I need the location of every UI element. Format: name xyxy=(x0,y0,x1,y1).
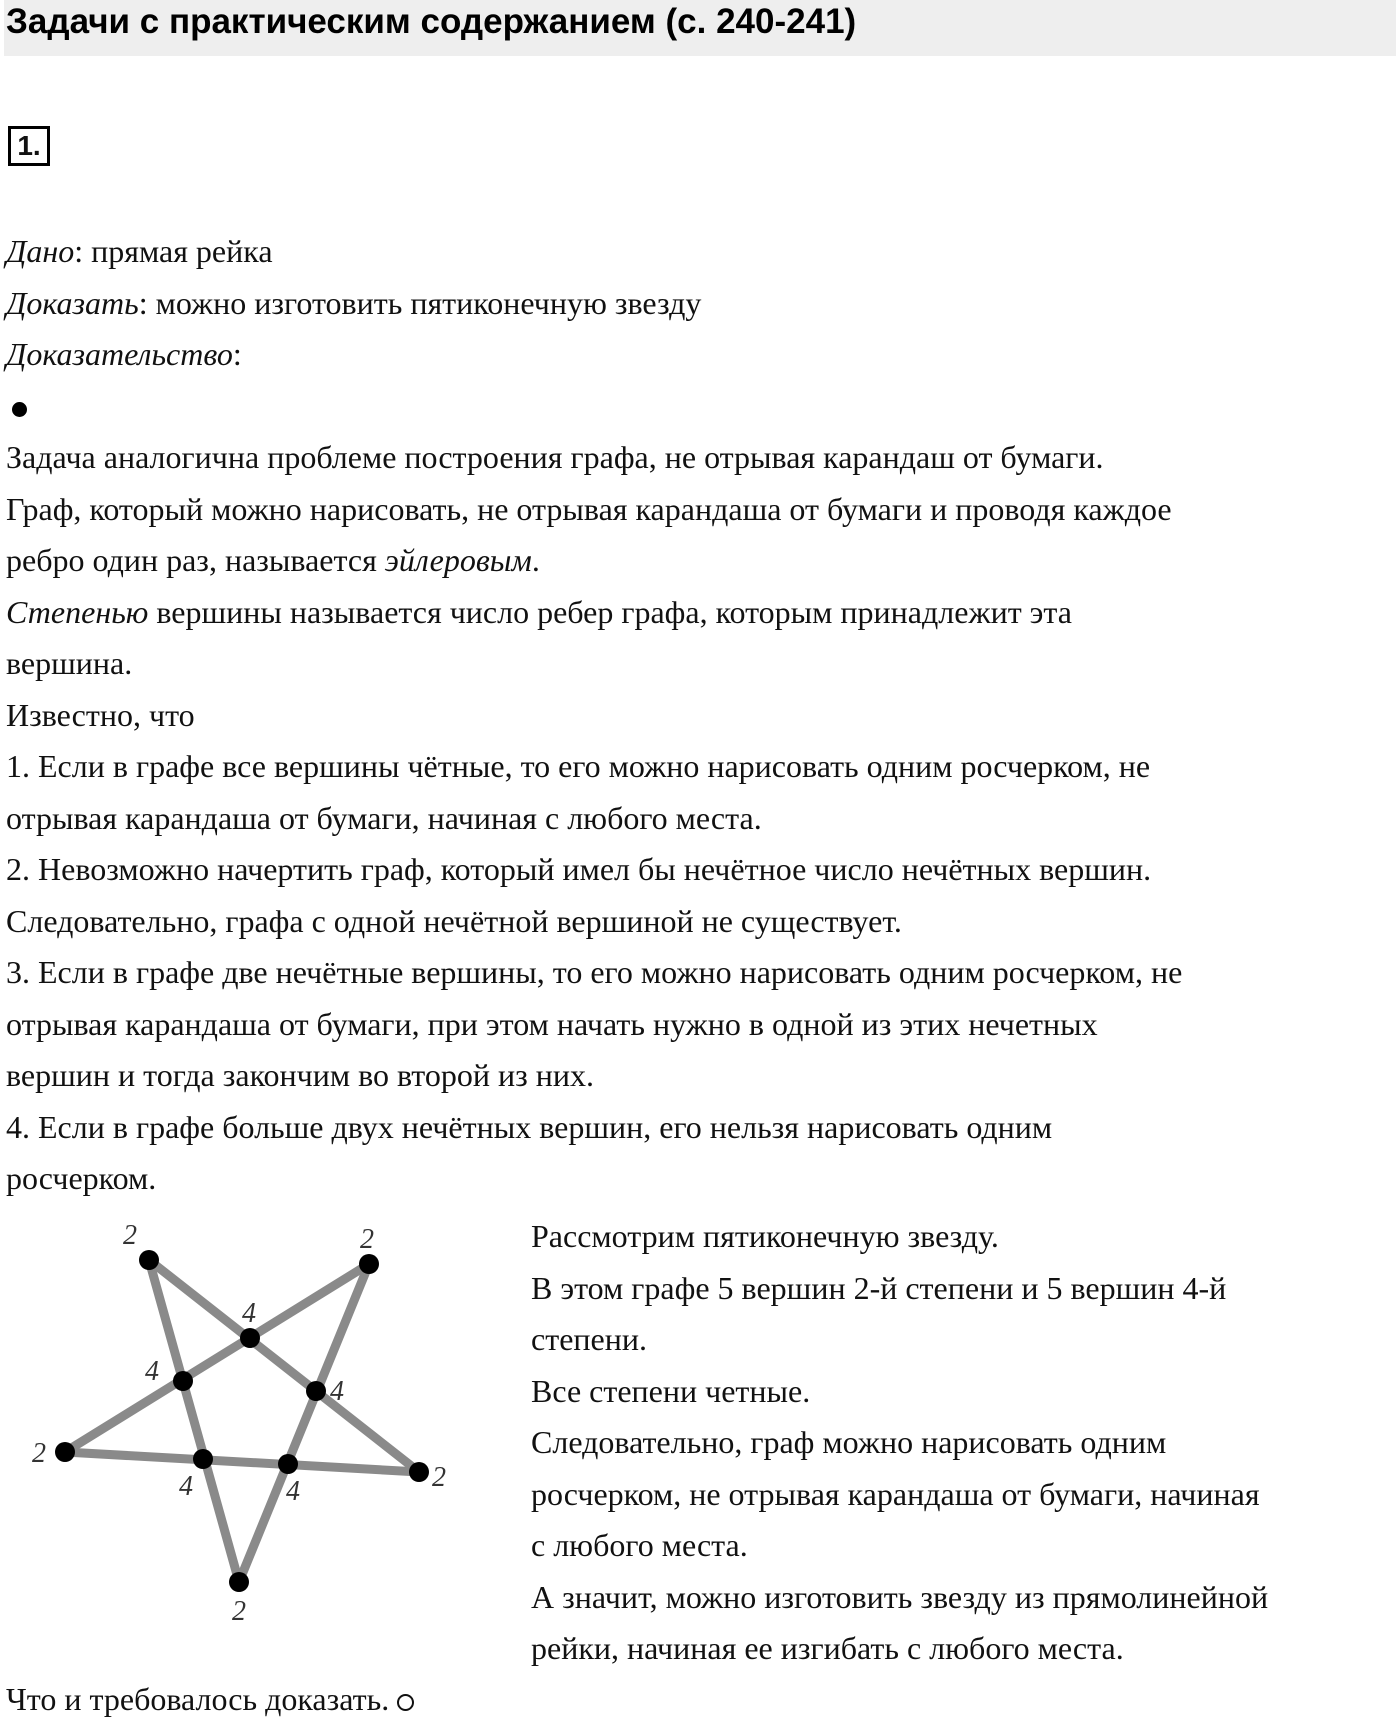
task-statement xyxy=(6,226,1396,432)
paragraph-line xyxy=(6,535,1396,587)
star-edge xyxy=(149,1260,239,1582)
explanation-line: рейки, начиная ее изгибать с любого места. xyxy=(531,1630,1124,1666)
degree-label: 4 xyxy=(145,1356,159,1387)
task-number: 1. xyxy=(8,126,50,166)
term-eulerian: эйлеровым xyxy=(384,542,532,578)
degree-label: 2 xyxy=(360,1224,374,1255)
explanation-line: В этом графе 5 вершин 2-й степени и 5 вершин 4-й xyxy=(531,1269,1227,1306)
outer-vertex xyxy=(409,1462,429,1482)
outer-vertex xyxy=(139,1250,159,1270)
star-graph-figure xyxy=(20,1210,490,1630)
paragraph-text: ребро один раз, называется xyxy=(6,542,385,578)
degree-label: 2 xyxy=(32,1438,46,1469)
outer-vertex xyxy=(229,1572,249,1592)
term-degree: Степенью xyxy=(6,593,149,630)
degree-label: 4 xyxy=(330,1376,344,1407)
rule-line: 3. Если в графе две нечётные вершины, то его можно нарисовать одним росчерком, не xyxy=(6,954,1183,990)
star-explanation xyxy=(531,1211,1268,1675)
inner-vertex xyxy=(240,1328,260,1348)
star-edge xyxy=(65,1264,369,1452)
rule-line: 1. Если в графе все вершины чётные, то его можно нарисовать одним росчерком, не xyxy=(6,748,1151,784)
paragraph-text: . xyxy=(531,542,540,578)
explanation-line: Рассмотрим пятиконечную звезду. xyxy=(531,1218,999,1254)
outer-vertex xyxy=(359,1254,379,1274)
proof-colon: : xyxy=(232,336,242,372)
given-label: Дано xyxy=(6,233,75,269)
outer-vertex xyxy=(55,1442,75,1462)
inner-vertex xyxy=(173,1371,193,1391)
rule-line: отрывая карандаша от бумаги, при этом начать нужно в одной из этих нечетных xyxy=(6,1005,1098,1042)
degree-label: 2 xyxy=(232,1596,246,1627)
rule-line: 2. Невозможно начертить граф, который имел бы нечётное число нечётных вершин. xyxy=(6,851,1152,887)
rule-line: вершин и тогда закончим во второй из них. xyxy=(6,1057,594,1093)
proof-line xyxy=(6,329,1396,381)
paragraph-line: Известно, что xyxy=(6,696,195,733)
degree-label: 4 xyxy=(242,1298,256,1329)
explanation-line: степени. xyxy=(531,1321,647,1357)
inner-vertex xyxy=(306,1381,326,1401)
paragraph-line xyxy=(6,587,1396,639)
proof-body xyxy=(6,432,1396,1205)
prove-label: Доказать xyxy=(6,284,139,321)
degree-label: 2 xyxy=(123,1220,137,1251)
conclusion xyxy=(6,1674,414,1726)
conclusion-text: Что и требовалось доказать. xyxy=(6,1681,390,1717)
inner-vertex xyxy=(278,1454,298,1474)
proof-start-bullet-icon xyxy=(12,402,27,417)
proof-end-circle-icon xyxy=(397,1694,414,1711)
degree-label: 4 xyxy=(286,1476,300,1507)
explanation-line: с любого места. xyxy=(531,1527,748,1563)
explanation-line: Следовательно, граф можно нарисовать одним xyxy=(531,1424,1167,1460)
degree-label: 4 xyxy=(179,1471,193,1502)
rule-line: Следовательно, графа с одной нечётной вершиной не существует. xyxy=(6,902,902,939)
rule-line: росчерком. xyxy=(6,1160,157,1196)
degree-label: 2 xyxy=(432,1462,446,1493)
proof-label: Доказательство xyxy=(6,336,233,372)
given-text: : прямая рейка xyxy=(74,233,273,269)
explanation-line: А значит, можно изготовить звезду из прямолинейной xyxy=(531,1578,1269,1615)
prove-text: : можно изготовить пятиконечную звезду xyxy=(138,284,702,321)
paragraph-line: Задача аналогична проблеме построения графа, не отрывая карандаш от бумаги. xyxy=(6,439,1104,475)
paragraph-text: вершины называется число ребер графа, которым принадлежит эта xyxy=(148,593,1072,630)
rule-line: отрывая карандаша от бумаги, начиная с любого места. xyxy=(6,799,762,836)
proof-start-line xyxy=(6,381,1396,433)
given-line xyxy=(6,226,1396,278)
explanation-line: росчерком, не отрывая карандаша от бумаги, начиная xyxy=(531,1475,1260,1512)
paragraph-line: вершина. xyxy=(6,645,133,681)
inner-vertex xyxy=(193,1449,213,1469)
star-edge xyxy=(65,1452,419,1472)
rule-line: 4. Если в графе больше двух нечётных вершин, его нельзя нарисовать одним xyxy=(6,1108,1053,1145)
star-edge xyxy=(149,1260,419,1472)
explanation-line: Все степени четные. xyxy=(531,1372,811,1409)
paragraph-line: Граф, который можно нарисовать, не отрывая карандаша от бумаги и проводя каждое xyxy=(6,490,1172,527)
prove-line xyxy=(6,278,1396,330)
page-title: Задачи с практическим содержанием (с. 240-241) xyxy=(4,0,1396,56)
